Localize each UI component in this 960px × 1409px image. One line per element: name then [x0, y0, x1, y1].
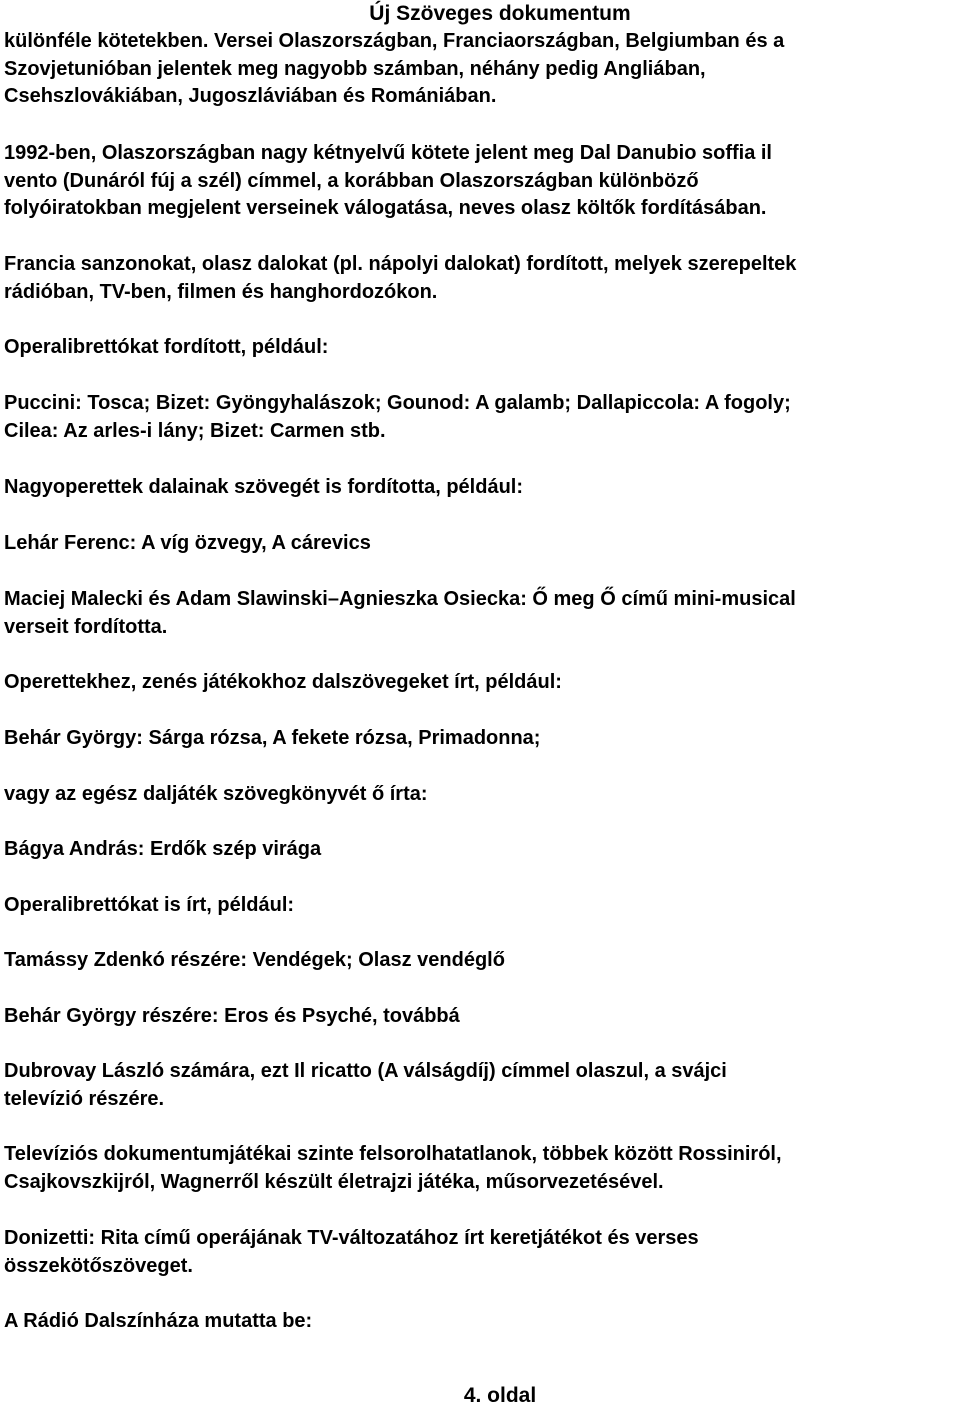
text-line: 1992-ben, Olaszországban nagy kétnyelvű kötete jelent meg Dal Danubio soffia il — [4, 142, 772, 164]
text-line: Lehár Ferenc: A víg özvegy, A cárevics — [4, 532, 371, 554]
paragraph-operetta-lyrics-heading — [4, 669, 562, 697]
text-line: Szovjetunióban jelentek meg nagyobb számban, néhány pedig Angliában, — [4, 57, 706, 80]
paragraph-bagya — [4, 836, 321, 864]
paragraph-lehar — [4, 530, 371, 558]
text-line: Televíziós dokumentumjátékai szinte felsorolhatatlanok, többek között Rossiniról, — [4, 1143, 782, 1165]
paragraph-bilingual-volume — [4, 140, 772, 223]
paragraph-opera-libretto-heading — [4, 334, 328, 362]
text-line: A Rádió Dalszínháza mutatta be: — [4, 1310, 313, 1332]
text-line: Csajkovszkijról, Wagnerről készült életrajzi játéka, műsorvezetésével. — [4, 1170, 664, 1193]
text-line: verseit fordította. — [4, 615, 168, 638]
paragraph-behar-works — [4, 725, 540, 753]
text-line: rádióban, TV-ben, filmen és hanghordozókon. — [4, 280, 438, 303]
paragraph-tamassy — [4, 947, 505, 975]
text-line: Behár György részére: Eros és Psyché, továbbá — [4, 1005, 460, 1027]
paragraph-radio-heading — [4, 1308, 312, 1336]
text-line: Bágya András: Erdők szép virága — [4, 838, 322, 860]
text-line: Csehszlovákiában, Jugoszláviában és Romániában. — [4, 85, 497, 107]
paragraph-dubrovay — [4, 1058, 727, 1113]
text-line: Donizetti: Rita című operájának TV-változatához írt keretjátékot és verses — [4, 1227, 699, 1249]
text-line: Operalibrettókat is írt, például: — [4, 894, 295, 916]
paragraph-publications-abroad — [4, 28, 784, 111]
document-title: Új Szöveges dokumentum — [369, 2, 631, 25]
page-number: 4. oldal — [463, 1384, 537, 1407]
text-line: vento (Dunáról fúj a szél) címmel, a korábban Olaszországban különböző — [4, 169, 699, 192]
text-line: Nagyoperettek dalainak szövegét is fordította, például: — [4, 476, 524, 498]
text-line: televízió részére. — [4, 1087, 165, 1110]
text-line: Behár György: Sárga rózsa, A fekete rózsa, Primadonna; — [4, 727, 541, 749]
text-line: folyóiratokban megjelent verseinek válogatása, neves olasz költők fordításában. — [4, 197, 767, 219]
paragraph-tv-documentaries — [4, 1141, 782, 1196]
text-line: összekötőszöveget. — [4, 1254, 193, 1277]
text-line: Tamássy Zdenkó részére: Vendégek; Olasz vendéglő — [4, 949, 505, 971]
paragraph-opera-list — [4, 390, 791, 445]
text-line: Maciej Malecki és Adam Slawinski–Agnieszka Osiecka: Ő meg Ő című mini-musical — [4, 588, 796, 610]
text-line: vagy az egész daljáték szövegkönyvét ő írta: — [4, 783, 428, 805]
text-line: Cilea: Az arles-i lány; Bizet: Carmen stb. — [4, 419, 386, 442]
paragraph-opera-libretto-written-heading — [4, 892, 294, 920]
text-line: Puccini: Tosca; Bizet: Gyöngyhalászok; Gounod: A galamb; Dallapiccola: A fogoly; — [4, 392, 791, 414]
text-line: Operalibrettókat fordított, például: — [4, 336, 329, 358]
paragraph-donizetti — [4, 1225, 699, 1280]
text-line: különféle kötetekben. Versei Olaszországban, Franciaországban, Belgiumban és a — [4, 30, 785, 52]
text-line: Dubrovay László számára, ezt Il ricatto (A válságdíj) címmel olaszul, a svájci — [4, 1060, 727, 1082]
paragraph-operetta-heading — [4, 474, 523, 502]
text-line: Operettekhez, zenés játékokhoz dalszövegeket írt, például: — [4, 671, 562, 693]
text-line: Francia sanzonokat, olasz dalokat (pl. nápolyi dalokat) fordított, melyek szerepeltek — [4, 253, 797, 275]
paragraph-musical — [4, 586, 796, 641]
paragraph-libretto-note — [4, 781, 428, 809]
paragraph-chansons — [4, 251, 796, 306]
paragraph-behar-eros — [4, 1003, 460, 1031]
